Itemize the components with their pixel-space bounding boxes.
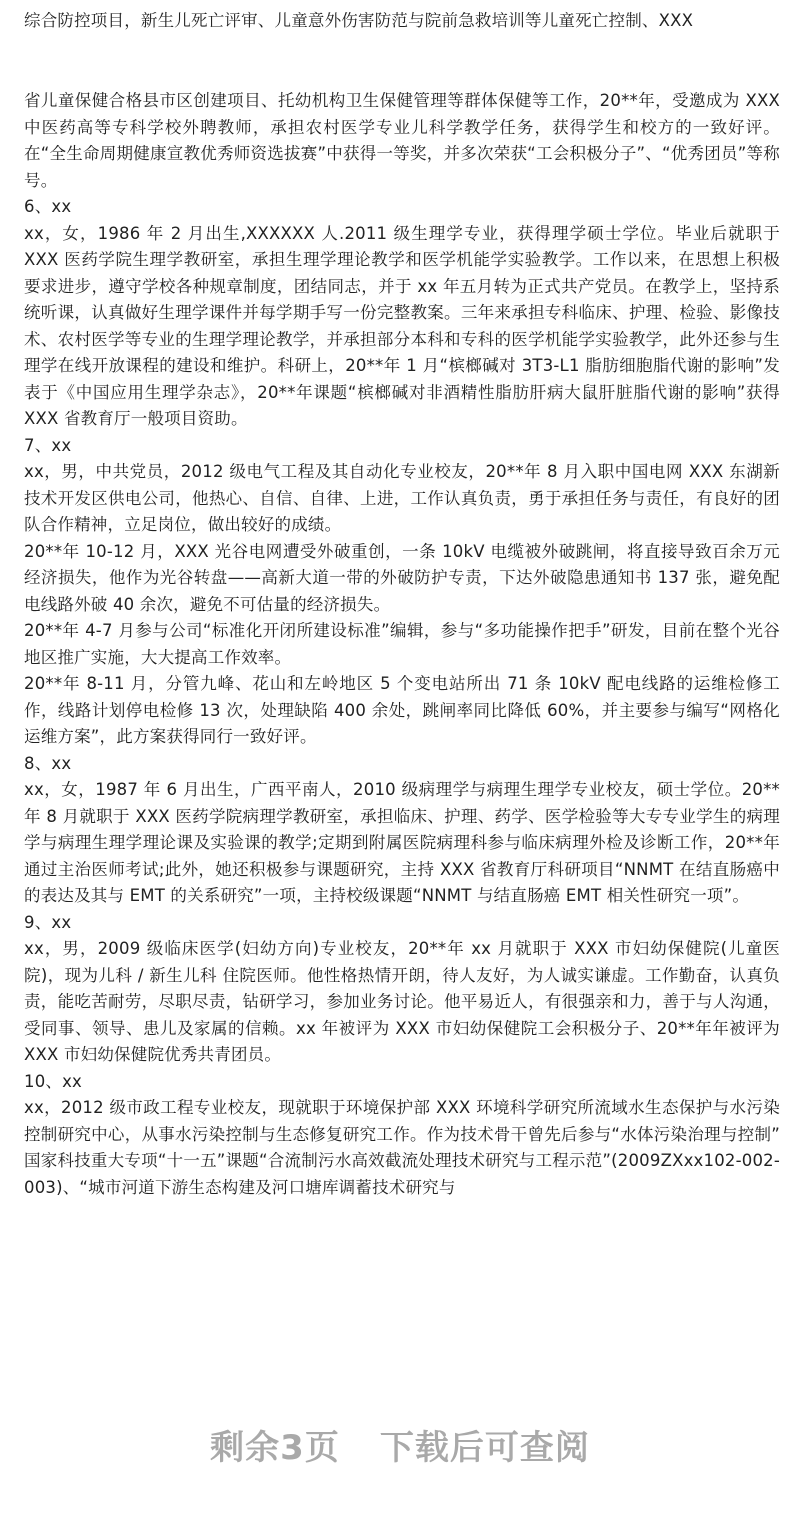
section-8-paragraph: xx，女，1987 年 6 月出生，广西平南人，2010 级病理学与病理生理学专业校友，硕士学位。20**年 8 月就职于 XXX 医药学院病理学教研室，承担临床、护理、药学、医学检验等大专专业学生的病理学与病理生理学理论课及实验课的教学;定期到附属医院病理科参与临床病理外检及诊断工作，20**年通过主治医师考试;此外，她还积极参与课题研究，主持 XXX 省教育厅科研项目“NNMT 在结直肠癌中的表达及其与 EMT 的关系研究”一项，主持校级课题“NNMT 与结直肠癌 EMT 相关性研究一项”。 — [24, 780, 780, 905]
document-body — [24, 88, 780, 1201]
document-top-line: 综合防控项目，新生儿死亡评审、儿童意外伤害防范与院前急救培训等儿童死亡控制、XXX — [24, 11, 694, 30]
section-heading-6: 6、xx — [24, 197, 72, 216]
section-7-paragraph-2: 20**年 10-12 月，XXX 光谷电网遭受外破重创，一条 10kV 电缆被外破跳闸，将直接导致百余万元经济损失，他作为光谷转盘——高新大道一带的外破防护专责，下达外破隐患通知书 137 张，避免配电线路外破 40 余次，避免不可估量的经济损失。 — [24, 541, 780, 614]
section-7-paragraph-1: xx，男，中共党员，2012 级电气工程及其自动化专业校友，20**年 8 月入职中国电网 XXX 东湖新技术开发区供电公司，他热心、自信、自律、上进，工作认真负责，勇于承担任务与责任，有良好的团队合作精神，立足岗位，做出较好的成绩。 — [24, 462, 780, 534]
section-heading-7: 7、xx — [24, 435, 72, 455]
download-prompt-banner[interactable] — [0, 1420, 800, 1469]
section-heading-10: 10、xx — [24, 1071, 83, 1091]
section-6-paragraph: xx，女，1986 年 2 月出生,XXXXXX 人.2011 级生理学专业，获得理学硕士学位。毕业后就职于 XXX 医药学院生理学教研室，承担生理学理论教学和医学机能学实验教学。工作以来，在思想上积极要求进步，遵守学校各种规章制度，团结同志，并于 xx 年五月转为正式共产党员。在教学上，坚持系统听课，认真做好生理学课件并每学期手写一份完整教案。三年来承担专科临床、护理、检验、影像技术、农村医学等专业的生理学理论教学，并承担部分本科和专科的医学机能学实验教学，此外还参与生理学在线开放课程的建设和维护。科研上，20**年 1 月“槟榔碱对 3T3-L1 脂肪细胞脂代谢的影响”发表于《中国应用生理学杂志》，20**年课题“槟榔碱对非酒精性脂肪肝病大鼠肝脏脂代谢的影响”获得 XXX 省教育厅一般项目资助。 — [24, 223, 780, 428]
section-9-paragraph: xx，男，2009 级临床医学(妇幼方向)专业校友，20**年 xx 月就职于 XXX 市妇幼保健院(儿童医院)，现为儿科 / 新生儿科 住院医师。他性格热情开朗，待人友好，为人诚实谦虚。工作勤奋，认真负责，能吃苦耐劳，尽职尽责，钻研学习，参加业务讨论。他平易近人，有很强亲和力，善于与人沟通，受同事、领导、患儿及家属的信赖。xx 年被评为 XXX 市妇幼保健院工会积极分子、20**年年被评为 XXX 市妇幼保健院优秀共青团员。 — [24, 939, 780, 1064]
section-7-paragraph-4: 20**年 8-11 月，分管九峰、花山和左岭地区 5 个变电站所出 71 条 10kV 配电线路的运维检修工作，线路计划停电检修 13 次，处理缺陷 400 余处，跳闸率同比降低 60%，并主要参与编写“网格化运维方案”，此方案获得同行一致好评。 — [24, 674, 780, 746]
section-10-paragraph: xx，2012 级市政工程专业校友，现就职于环境保护部 XXX 环境科学研究所流域水生态保护与水污染控制研究中心，从事水污染控制与生态修复研究工作。作为技术骨干曾先后参与“水体污染治理与控制” 国家科技重大专项“十一五”课题“合流制污水高效截流处理技术研究与工程示范”(2009ZXxx102-002-003)、“城市河道下游生态构建及河口塘库调蓄技术研究与 — [24, 1098, 780, 1197]
section-heading-8: 8、xx — [24, 753, 72, 773]
section-7-paragraph-3: 20**年 4-7 月参与公司“标准化开闭所建设标准”编辑，参与“多功能操作把手”研发，目前在整个光谷地区推广实施，大大提高工作效率。 — [24, 621, 780, 667]
remaining-pages-label: 剩余3页 — [210, 1428, 340, 1468]
intro-paragraph: 省儿童保健合格县市区创建项目、托幼机构卫生保健管理等群体保健等工作，20**年，受邀成为 XXX 中医药高等专科学校外聘教师，承担农村医学专业儿科学教学任务，获得学生和校方的一致好评。在“全生命周期健康宣教优秀师资选拔赛”中获得一等奖，并多次荣获“工会积极分子”、“优秀团员”等称号。 — [24, 91, 780, 190]
section-heading-9: 9、xx — [24, 912, 72, 932]
download-to-view-label: 下载后可查阅 — [379, 1428, 590, 1468]
